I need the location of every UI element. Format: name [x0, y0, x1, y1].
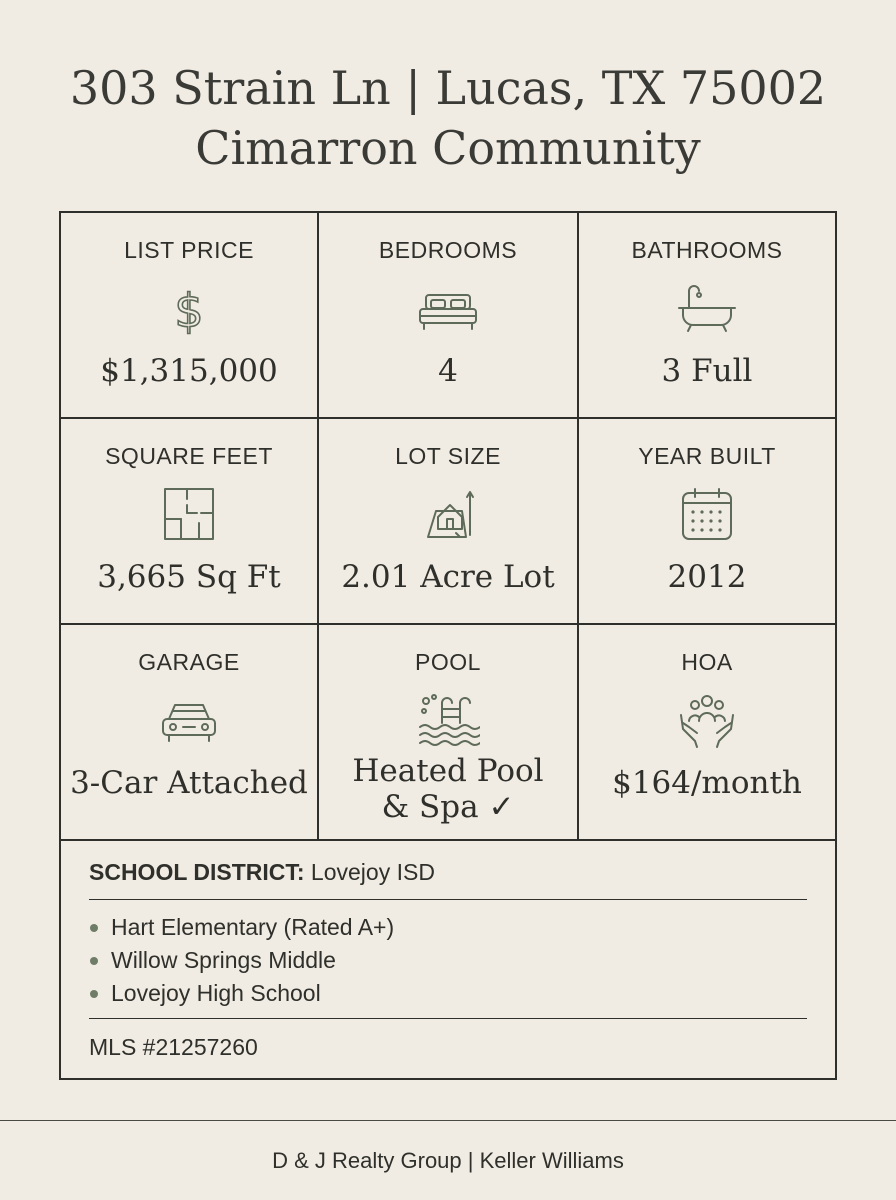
school-list: [89, 911, 394, 1010]
car-icon: [157, 693, 221, 749]
square-feet-value: 3,665 Sq Ft: [97, 559, 281, 595]
community-hands-icon: [675, 693, 739, 749]
list-price-value: $1,315,000: [100, 353, 278, 389]
bathrooms-label: BATHROOMS: [631, 237, 783, 263]
year-built-label: YEAR BUILT: [638, 443, 776, 469]
bedrooms-cell: [319, 213, 579, 419]
list-price-label: LIST PRICE: [124, 237, 254, 263]
garage-value: 3-Car Attached: [70, 765, 308, 801]
lot-size-value: 2.01 Acre Lot: [341, 559, 555, 595]
lot-size-label: LOT SIZE: [395, 443, 501, 469]
hoa-cell: [579, 625, 835, 839]
school-district-heading: [89, 859, 435, 886]
footer-brokerage: D & J Realty Group | Keller Williams: [272, 1148, 624, 1173]
bed-icon: [416, 281, 480, 337]
bathrooms-value: 3 Full: [661, 353, 753, 389]
list-price-cell: [61, 213, 319, 419]
community-line: Cimarron Community: [195, 121, 701, 175]
bathrooms-cell: [579, 213, 835, 419]
pool-cell: [319, 625, 579, 839]
mls-number: MLS #21257260: [89, 1034, 258, 1060]
lot-size-cell: [319, 419, 579, 625]
school-district-label: SCHOOL DISTRICT:: [89, 859, 305, 885]
school-district-section: [59, 839, 837, 1080]
hoa-label: HOA: [681, 649, 733, 675]
pool-label: POOL: [415, 649, 481, 675]
property-facts-grid: [59, 211, 837, 841]
svg-text:$: $: [174, 284, 204, 337]
calendar-icon: [675, 487, 739, 543]
hoa-value: $164/month: [612, 765, 802, 801]
school-district-name: Lovejoy ISD: [310, 859, 435, 885]
pool-value-line2: & Spa ✓: [381, 789, 515, 825]
divider: [89, 899, 807, 900]
pool-value-line1: Heated Pool: [352, 753, 544, 789]
pool-value: [319, 753, 577, 825]
address-line: 303 Strain Ln | Lucas, TX 75002: [69, 61, 827, 115]
dollar-icon: [157, 281, 221, 337]
divider: [89, 1018, 807, 1019]
list-item: Hart Elementary (Rated A+): [89, 911, 394, 944]
floorplan-icon: [157, 487, 221, 543]
garage-cell: [61, 625, 319, 839]
square-feet-label: SQUARE FEET: [105, 443, 273, 469]
bedrooms-value: 4: [438, 353, 458, 389]
lot-house-icon: [416, 487, 480, 543]
square-feet-cell: [61, 419, 319, 625]
footer-divider: [0, 1120, 896, 1121]
list-item: Lovejoy High School: [89, 977, 394, 1010]
bathtub-icon: [675, 281, 739, 337]
year-built-cell: [579, 419, 835, 625]
list-item: Willow Springs Middle: [89, 944, 394, 977]
page-title: [0, 58, 896, 178]
year-built-value: 2012: [667, 559, 747, 595]
garage-label: GARAGE: [138, 649, 240, 675]
bedrooms-label: BEDROOMS: [378, 237, 518, 263]
pool-icon: [416, 693, 480, 749]
